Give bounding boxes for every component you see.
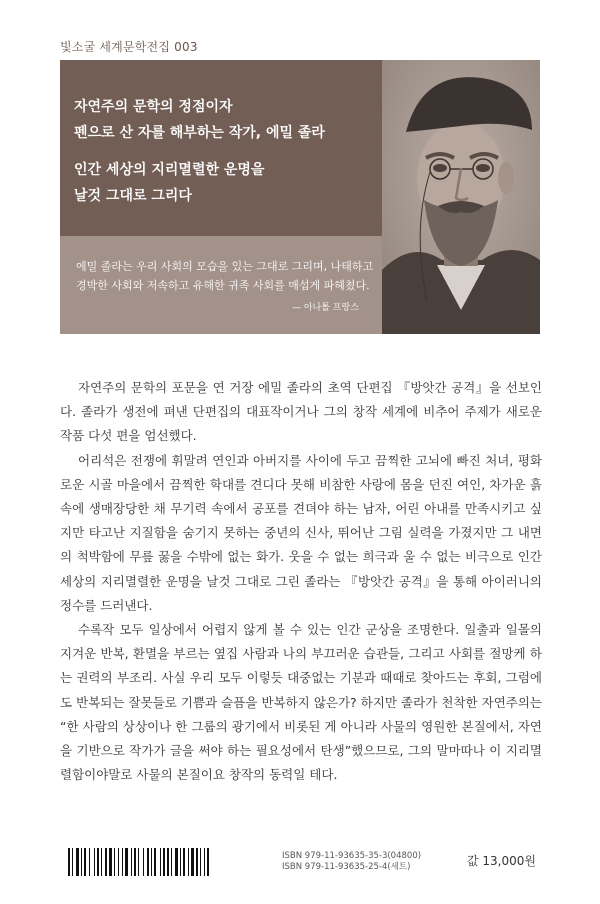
headline-line-4: 날것 그대로 그리다: [74, 188, 192, 204]
headline-line-2: 펜으로 산 자를 해부하는 작가, 에밀 졸라: [74, 125, 325, 141]
quote-text: 에밀 졸라는 우리 사회의 모습을 있는 그대로 그리며, 나태하고 경박한 사회와 저속하고 유해한 귀족 사회를 매섭게 파헤쳤다.: [76, 260, 374, 292]
author-portrait: [382, 60, 540, 334]
description-paragraph-3: 수록작 모두 일상에서 어렵지 않게 볼 수 있는 인간 군상을 조명한다. 일출과 일몰의 지겨운 반복, 환멸을 부르는 옆집 사람과 나의 부끄러운 습관들, 그리고 사회를 절망케 하는 권력의 부조리. 사실 우리 모두 이렇듯 대중없는 기분과 때때로 찾아드는 후회, 그럼에도 반복되는 잘못들로 기쁨과 슬픔을 반복하지 않은가? 하지만 졸라가 천착한 자연주의는 “한 사람의 상상이나 한 그룹의 광기에서 비롯된 게 아니라 사물의 영원한 본질에서, 자연을 기반으로 작가가 글을 써야 하는 필요성에서 탄생”했으므로, 그의 말마따나 이 지리멸렬함이야말로 사물의 본질이요 창작의 동력일 테다.: [60, 622, 542, 783]
barcode-image: [68, 848, 274, 876]
headline-banner: [60, 60, 382, 236]
description: [60, 376, 542, 787]
isbn-block: [282, 851, 421, 873]
portrait-illustration: [382, 60, 540, 334]
series-label: 빛소굴 세계문학전집 003: [60, 40, 198, 54]
barcode: [68, 848, 274, 880]
price: 값 13,000원: [467, 854, 536, 868]
headline-line-3: 인간 세상의 지리멸렬한 운명을: [74, 162, 265, 178]
description-paragraph-2: 어리석은 전쟁에 휘말려 연인과 아버지를 사이에 두고 끔찍한 고뇌에 빠진 처녀, 평화로운 시골 마을에서 끔찍한 학대를 견디다 못해 비참한 사랑에 몸을 던진 여인, 차가운 흙 속에 생매장당한 채 무기력 속에서 공포를 견뎌야 하는 남자, 어린 아내를 만족시키고 싶지만 타고난 지질함을 숨기지 못하는 중년의 신사, 뛰어난 그림 실력을 가졌지만 그 내면의 척박함에 무릎 꿇을 수밖에 없는 화가. 웃을 수 없는 희극과 울 수 없는 비극으로 인간 세상의 지리멸렬한 운명을 날것 그대로 그린 졸라는 『방앗간 공격』을 통해 아이러니의 정수를 드러낸다.: [60, 452, 542, 613]
quote-source: — 아나톨 프랑스: [292, 303, 359, 313]
description-paragraph-1: 자연주의 문학의 포문을 연 거장 에밀 졸라의 초역 단편집 『방앗간 공격』을 선보인다. 졸라가 생전에 펴낸 단편집의 대표작이거나 그의 창작 세계에 비추어 주제가 새로운 작품 다섯 편을 엄선했다.: [60, 380, 542, 444]
isbn-line-1: ISBN 979-11-93635-35-3(04800): [282, 851, 422, 861]
headline-line-1: 자연주의 문학의 정점이자: [74, 99, 233, 115]
isbn-line-2: ISBN 979-11-93635-25-4(세트): [282, 862, 411, 872]
